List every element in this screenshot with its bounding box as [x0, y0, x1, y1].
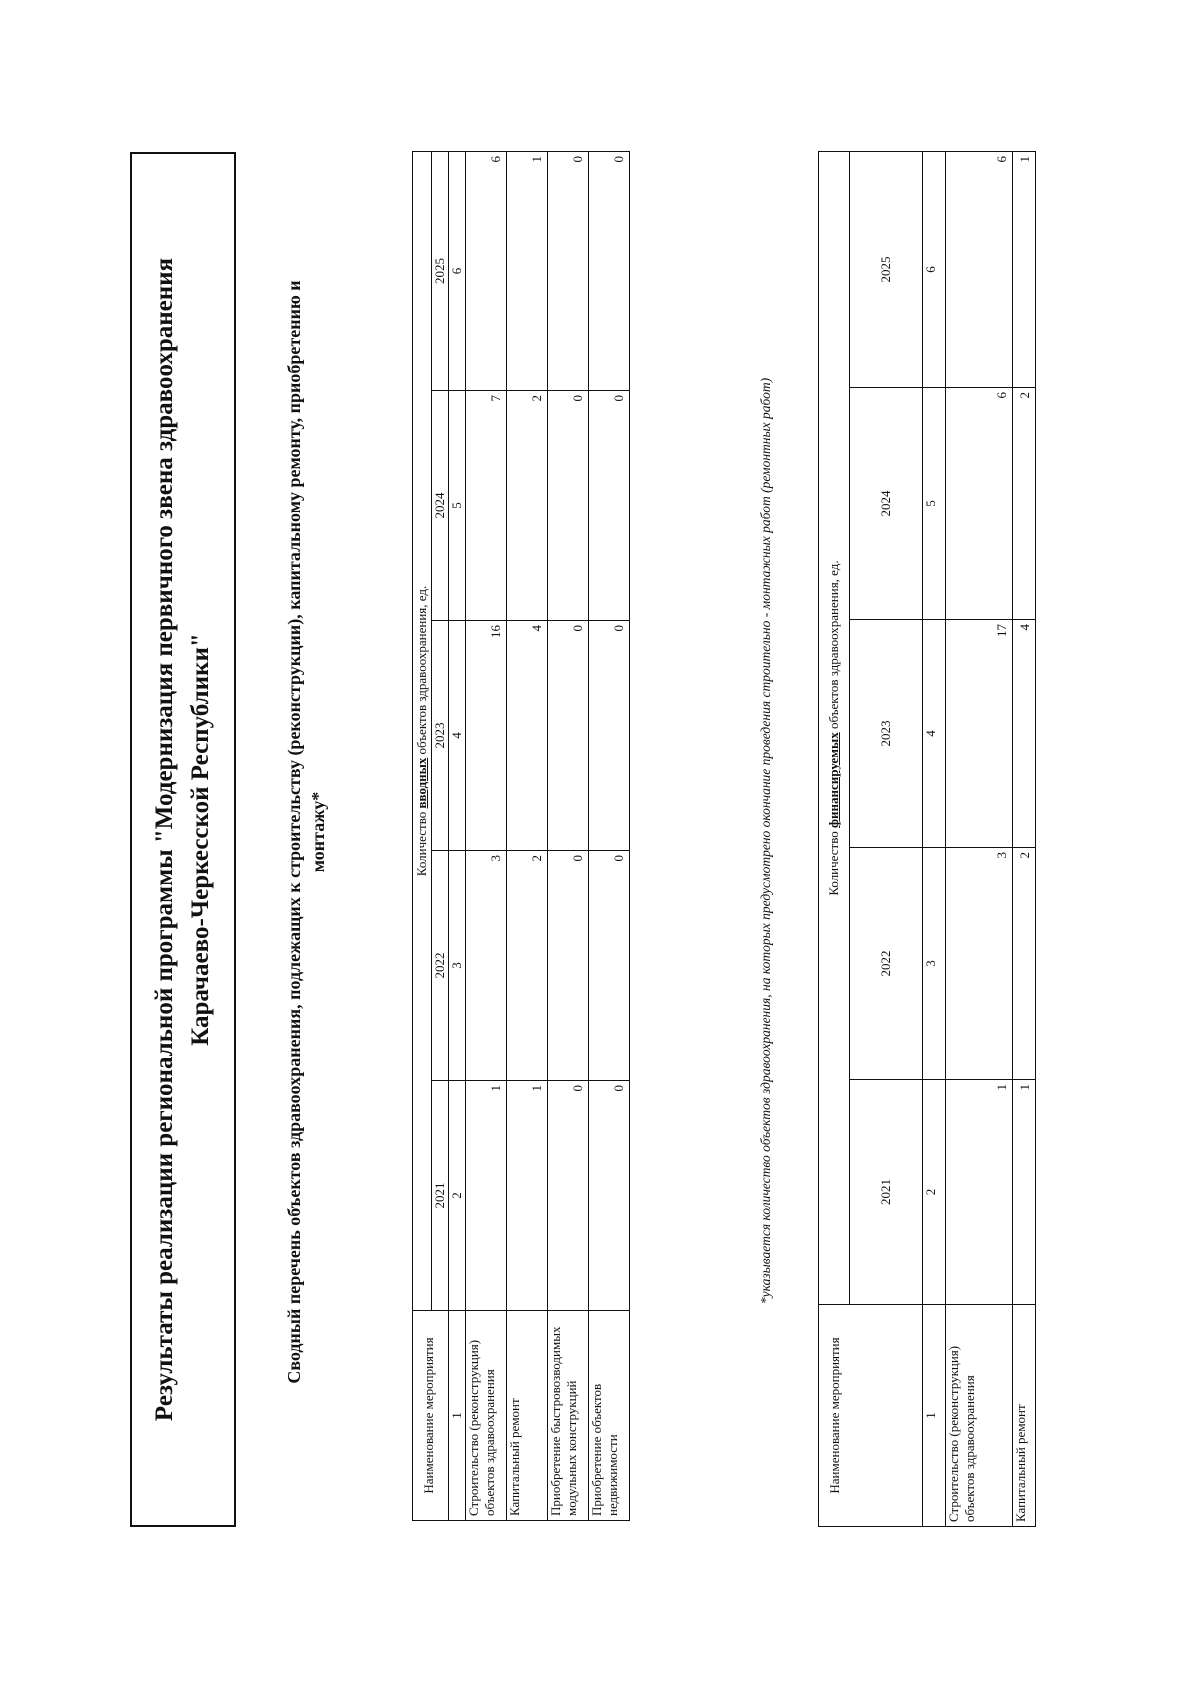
- summary-heading: [282, 147, 330, 1517]
- column-number: 6: [923, 151, 946, 387]
- year-header: 2023: [432, 621, 449, 851]
- footnote: *указывается количество объектов здравоохранения, на которых предусмотрено окончание проведения строительно - монтажных работ (ремонтных работ): [758, 377, 773, 1305]
- cell-value: 2: [507, 391, 548, 621]
- year-header: 2022: [850, 848, 923, 1080]
- cell-value: 6: [946, 151, 1013, 387]
- column-number: 2: [923, 1080, 946, 1305]
- column-number: 1: [449, 1311, 466, 1521]
- cell-value: 2: [1013, 388, 1036, 620]
- cell-value: 6: [466, 151, 507, 390]
- year-header: 2022: [432, 851, 449, 1081]
- cell-value: 0: [548, 151, 589, 390]
- cell-value: 1: [1013, 1080, 1036, 1305]
- cell-value: 0: [589, 851, 630, 1081]
- year-header: 2024: [432, 391, 449, 621]
- year-header: 2024: [850, 388, 923, 620]
- cell-value: 0: [548, 1081, 589, 1311]
- cell-value: 3: [946, 848, 1013, 1080]
- column-number: 5: [923, 388, 946, 620]
- group-header: Количество вводных объектов здравоохранения, ед.: [413, 151, 432, 1310]
- year-header: 2021: [850, 1080, 923, 1305]
- cell-value: 0: [589, 1081, 630, 1311]
- table-row: [1013, 151, 1036, 1526]
- table-row: [548, 151, 589, 1520]
- column-number: 1: [923, 1305, 946, 1527]
- name-column-header: Наименование мероприятия: [819, 1305, 923, 1527]
- cell-value: 1: [507, 151, 548, 390]
- cell-value: 1: [946, 1080, 1013, 1305]
- cell-value: 0: [548, 391, 589, 621]
- cell-value: 1: [466, 1081, 507, 1311]
- cell-value: 3: [466, 851, 507, 1081]
- title-line-2: Карачаево-Черкесской Республики": [187, 633, 214, 1046]
- summary-heading-line-1: Сводный перечень объектов здравоохранения, подлежащих к строительству (реконструкции), капитальному ремонту, приобретению и: [284, 280, 304, 1384]
- name-column-header: Наименование мероприятия: [413, 1311, 449, 1521]
- year-header: 2023: [850, 620, 923, 848]
- table-row: [946, 151, 1013, 1526]
- row-name: Приобретение объектов недвижимости: [589, 1311, 630, 1521]
- financed-facilities-table: [818, 151, 1036, 1527]
- year-header: 2025: [850, 151, 923, 387]
- cell-value: 0: [548, 851, 589, 1081]
- row-name: Капитальный ремонт: [507, 1311, 548, 1521]
- year-header: 2025: [432, 151, 449, 390]
- cell-value: 0: [589, 391, 630, 621]
- column-number: 4: [449, 621, 466, 851]
- cell-value: 0: [589, 151, 630, 390]
- group-header-emphasis: финансируемых: [826, 732, 841, 828]
- cell-value: 2: [507, 851, 548, 1081]
- cell-value: 4: [507, 621, 548, 851]
- cell-value: 17: [946, 620, 1013, 848]
- table-row: [466, 151, 507, 1520]
- column-number: 2: [449, 1081, 466, 1311]
- column-number: 3: [449, 851, 466, 1081]
- row-name: Капитальный ремонт: [1013, 1305, 1036, 1527]
- cell-value: 1: [1013, 151, 1036, 387]
- column-number: 3: [923, 848, 946, 1080]
- row-name: Строительство (реконструкция) объектов здравоохранения: [946, 1305, 1013, 1527]
- commissioned-facilities-table: [412, 151, 630, 1521]
- column-number: 6: [449, 151, 466, 390]
- column-number: 4: [923, 620, 946, 848]
- group-header-emphasis: вводных: [414, 757, 429, 809]
- cell-value: 2: [1013, 848, 1036, 1080]
- row-name: Строительство (реконструкция) объектов здравоохранения: [466, 1311, 507, 1521]
- year-header: 2021: [432, 1081, 449, 1311]
- group-header: Количество финансируемых объектов здравоохранения, ед.: [819, 151, 850, 1304]
- table-row: [507, 151, 548, 1520]
- summary-heading-line-2: монтажу*: [308, 791, 328, 873]
- cell-value: 16: [466, 621, 507, 851]
- table-row: [589, 151, 630, 1520]
- document-title: [130, 152, 236, 1527]
- cell-value: 1: [507, 1081, 548, 1311]
- column-number: 5: [449, 391, 466, 621]
- row-name: Приобретение быстровозводимых модульных конструкций: [548, 1311, 589, 1521]
- cell-value: 7: [466, 391, 507, 621]
- title-line-1: Результаты реализации региональной программы "Модернизация первичного звена здравоохранения: [151, 257, 178, 1422]
- cell-value: 6: [946, 388, 1013, 620]
- cell-value: 0: [548, 621, 589, 851]
- cell-value: 4: [1013, 620, 1036, 848]
- cell-value: 0: [589, 621, 630, 851]
